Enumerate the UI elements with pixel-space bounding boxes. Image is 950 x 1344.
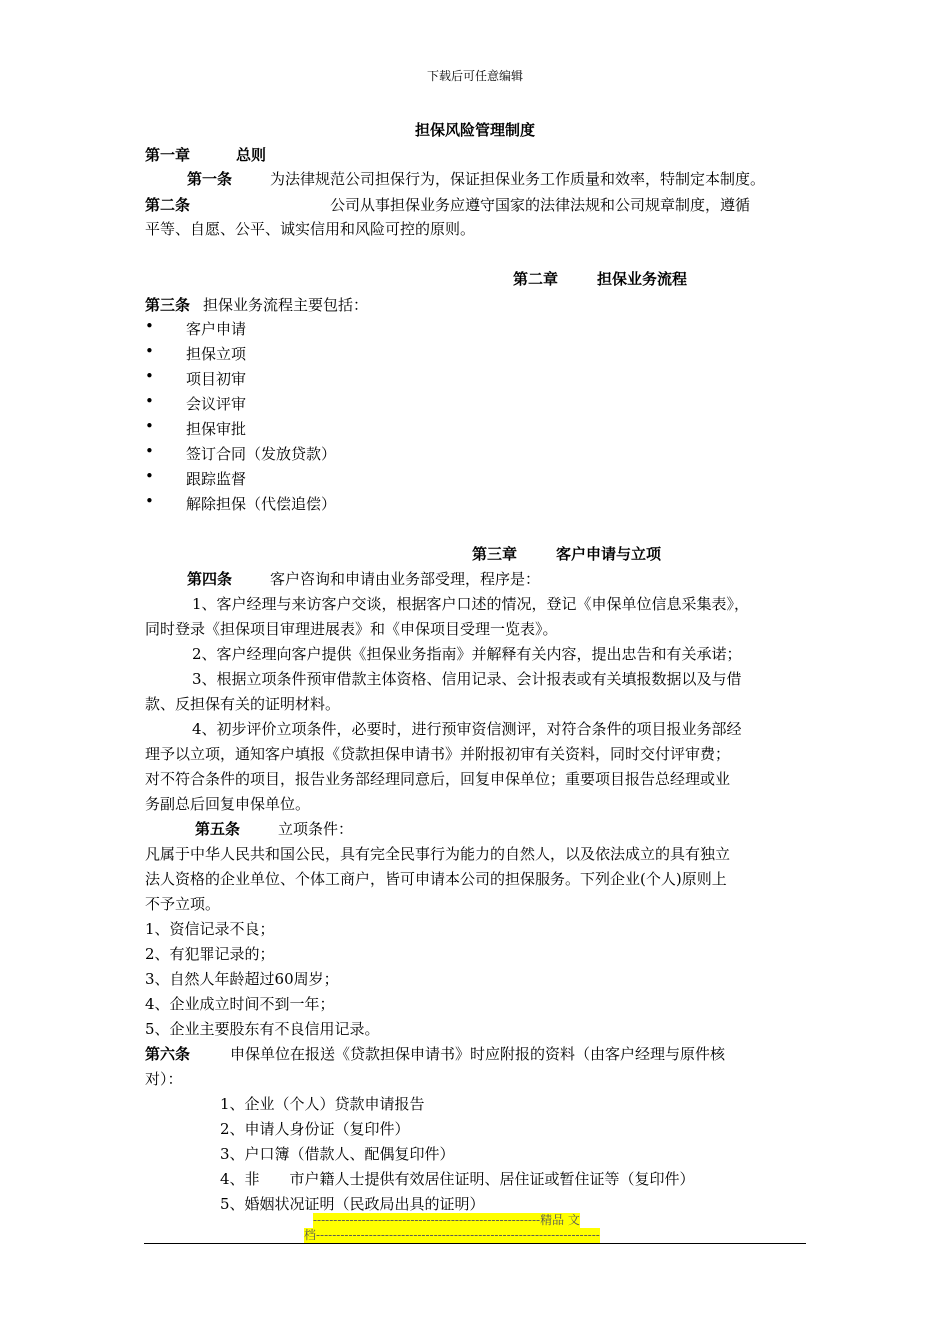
chapter-2-name: 担保业务流程 bbox=[597, 270, 688, 288]
material-item: 1、企业（个人）贷款申请报告 bbox=[220, 1095, 425, 1113]
article-1-label: 第一条 bbox=[187, 170, 233, 188]
article-6-text-line1: 申保单位在报送《贷款担保申请书》时应附报的资料（由客户经理与原件核 bbox=[230, 1045, 726, 1063]
article-4-para1-line1: 1、客户经理与来访客户交谈，根据客户口述的情况，登记《申保单位信息采集表》， bbox=[192, 595, 750, 613]
article-5-label: 第五条 bbox=[195, 820, 241, 838]
document-title: 担保风险管理制度 bbox=[414, 121, 535, 139]
article-4-para1-line2: 同时登录《担保项目审理进展表》和《申保项目受理一览表》。 bbox=[145, 620, 558, 638]
footer-divider bbox=[144, 1243, 806, 1244]
article-4-para4-line1: 4、初步评价立项条件，必要时，进行预审资信测评，对符合条件的项目报业务部经 bbox=[192, 720, 742, 738]
bullet-icon: • bbox=[145, 392, 154, 410]
article-4-para4-line2: 理予以立项，通知客户填报《贷款担保申请书》并附报初审有关资料，同时交付评审费； bbox=[145, 745, 731, 763]
material-item: 3、户口簿（借款人、配偶复印件） bbox=[220, 1145, 455, 1163]
flow-item: 解除担保（代偿追偿） bbox=[186, 495, 337, 513]
bullet-icon: • bbox=[145, 417, 154, 435]
article-4-text: 客户咨询和申请由业务部受理，程序是： bbox=[270, 570, 541, 588]
flow-item: 会议评审 bbox=[186, 395, 247, 413]
article-2-text-line1: 公司从事担保业务应遵守国家的法律法规和公司规章制度，遵循 bbox=[330, 196, 751, 214]
article-4-para3-line2: 款、反担保有关的证明材料。 bbox=[145, 695, 341, 713]
article-2-label: 第二条 bbox=[145, 196, 191, 214]
chapter-1-label: 第一章 bbox=[145, 146, 191, 164]
condition-item: 4、企业成立时间不到一年； bbox=[145, 995, 335, 1013]
article-6-label: 第六条 bbox=[145, 1045, 191, 1063]
article-2-text-line2: 平等、自愿、公平、诚实信用和风险可控的原则。 bbox=[145, 220, 476, 238]
article-4-para4-line3: 对不符合条件的项目，报告业务部经理同意后，回复申保单位；重要项目报告总经理或业 bbox=[145, 770, 731, 788]
chapter-2-label: 第二章 bbox=[513, 270, 559, 288]
condition-item: 1、资信记录不良； bbox=[145, 920, 275, 938]
header-note: 下载后可任意编辑 bbox=[426, 69, 523, 83]
article-5-body-line1: 凡属于中华人民共和国公民，具有完全民事行为能力的自然人，以及依法成立的具有独立 bbox=[145, 845, 731, 863]
flow-item: 担保审批 bbox=[186, 420, 247, 438]
article-4-label: 第四条 bbox=[187, 570, 233, 588]
flow-item: 担保立项 bbox=[186, 345, 247, 363]
material-item: 2、申请人身份证（复印件） bbox=[220, 1120, 410, 1138]
flow-item: 客户申请 bbox=[186, 320, 247, 338]
article-5-text: 立项条件： bbox=[278, 820, 354, 838]
bullet-icon: • bbox=[145, 492, 154, 510]
condition-item: 2、有犯罪记录的； bbox=[145, 945, 275, 963]
bullet-icon: • bbox=[145, 317, 154, 335]
condition-item: 3、自然人年龄超过60周岁； bbox=[145, 970, 339, 988]
flow-item: 项目初审 bbox=[186, 370, 247, 388]
article-4-para2: 2、客户经理向客户提供《担保业务指南》并解释有关内容，提出忠告和有关承诺； bbox=[192, 645, 742, 663]
material-item: 5、婚姻状况证明（民政局出具的证明） bbox=[220, 1195, 485, 1213]
bullet-icon: • bbox=[145, 467, 154, 485]
chapter-3-label: 第三章 bbox=[472, 545, 518, 563]
article-6-text-line2: 对）： bbox=[145, 1070, 183, 1088]
flow-item: 跟踪监督 bbox=[186, 470, 247, 488]
condition-item: 5、企业主要股东有不良信用记录。 bbox=[145, 1020, 380, 1038]
chapter-1-name: 总则 bbox=[236, 146, 267, 164]
article-3-text: 担保业务流程主要包括： bbox=[203, 296, 369, 314]
article-1-text: 为法律规范公司担保行为，保证担保业务工作质量和效率，特制定本制度。 bbox=[270, 170, 766, 188]
article-5-body-line3: 不予立项。 bbox=[145, 895, 221, 913]
bullet-icon: • bbox=[145, 342, 154, 360]
flow-item: 签订合同（发放贷款） bbox=[186, 445, 337, 463]
bullet-icon: • bbox=[145, 367, 154, 385]
bullet-icon: • bbox=[145, 442, 154, 460]
footer-watermark-line2: 档---------------------------------------------------------------------- bbox=[304, 1228, 600, 1242]
article-4-para4-line4: 务副总后回复申保单位。 bbox=[145, 795, 311, 813]
article-3-label: 第三条 bbox=[145, 296, 191, 314]
material-item: 4、非 市户籍人士提供有效居住证明、居住证或暂住证等（复印件） bbox=[220, 1170, 695, 1188]
chapter-3-name: 客户申请与立项 bbox=[556, 545, 662, 563]
footer-watermark-line1: --------------------------------------------------------精品 文 bbox=[313, 1213, 580, 1227]
article-5-body-line2: 法人资格的企业单位、个体工商户，皆可申请本公司的担保服务。下列企业(个人)原则上 bbox=[145, 870, 727, 888]
article-4-para3-line1: 3、根据立项条件预审借款主体资格、信用记录、会计报表或有关填报数据以及与借 bbox=[192, 670, 742, 688]
